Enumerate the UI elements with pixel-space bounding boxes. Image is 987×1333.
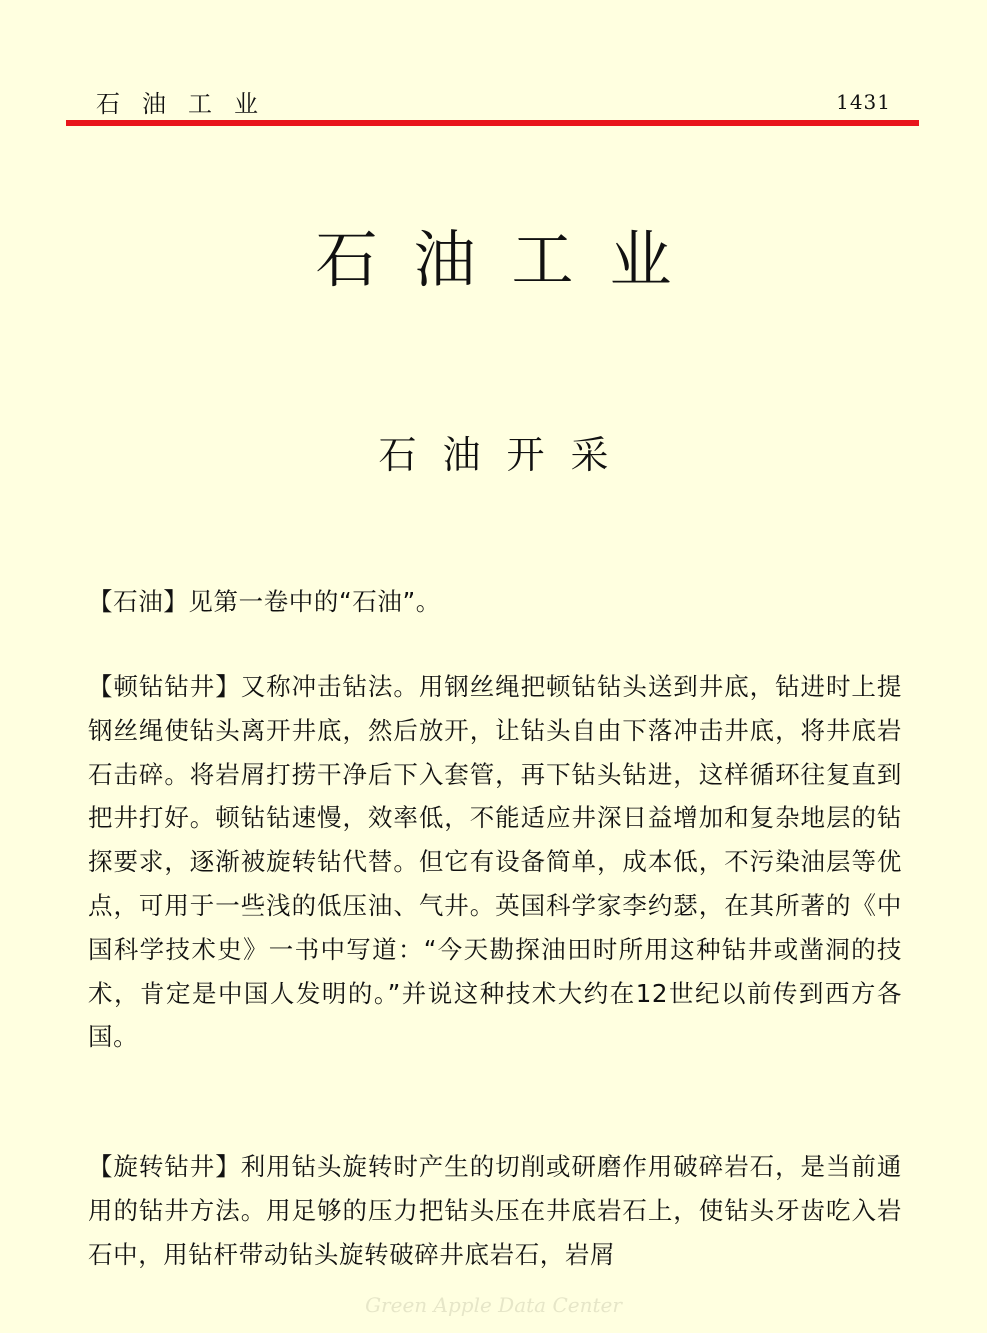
page-number: 1431	[836, 90, 891, 114]
entry-cable-tool-drilling	[88, 665, 902, 1059]
entry-text: 见第一卷中的“石油”。	[188, 587, 441, 616]
entry-term: 【顿钻钻井】	[88, 672, 241, 701]
entry-term: 【旋转钻井】	[88, 1152, 241, 1181]
header-rule	[66, 120, 919, 126]
section-title: 石油开采	[378, 433, 635, 477]
entry-text: 利用钻头旋转时产生的切削或研磨作用破碎岩石，是当前通用的钻井方法。用足够的压力把钻头压在井底岩石上，使钻头牙齿吃入岩石中，用钻杆带动钻头旋转破碎井底岩石，岩屑	[88, 1152, 902, 1269]
chapter-title: 石油工业	[315, 223, 708, 296]
entry-term: 【石油】	[88, 587, 189, 616]
watermark: Green Apple Data Center	[365, 1293, 622, 1317]
entry-rotary-drilling	[88, 1145, 902, 1276]
entry-petroleum	[88, 580, 902, 624]
running-header-title: 石油工业	[96, 90, 280, 118]
entry-text: 又称冲击钻法。用钢丝绳把顿钻钻头送到井底，钻进时上提钢丝绳使钻头离开井底，然后放开，让钻头自由下落冲击井底，将井底岩石击碎。将岩屑打捞干净后下入套管，再下钻头钻进，这样循环往复直到把井打好。顿钻钻速慢，效率低，不能适应井深日益增加和复杂地层的钻探要求，逐渐被旋转钻代替。但它有设备简单，成本低，不污染油层等优点，可用于一些浅的低压油、气井。英国科学家李约瑟，在其所著的《中国科学技术史》一书中写道：“今天勘探油田时所用这种钻井或凿洞的技术，肯定是中国人发明的。”并说这种技术大约在12世纪以前传到西方各国。	[88, 672, 902, 1052]
